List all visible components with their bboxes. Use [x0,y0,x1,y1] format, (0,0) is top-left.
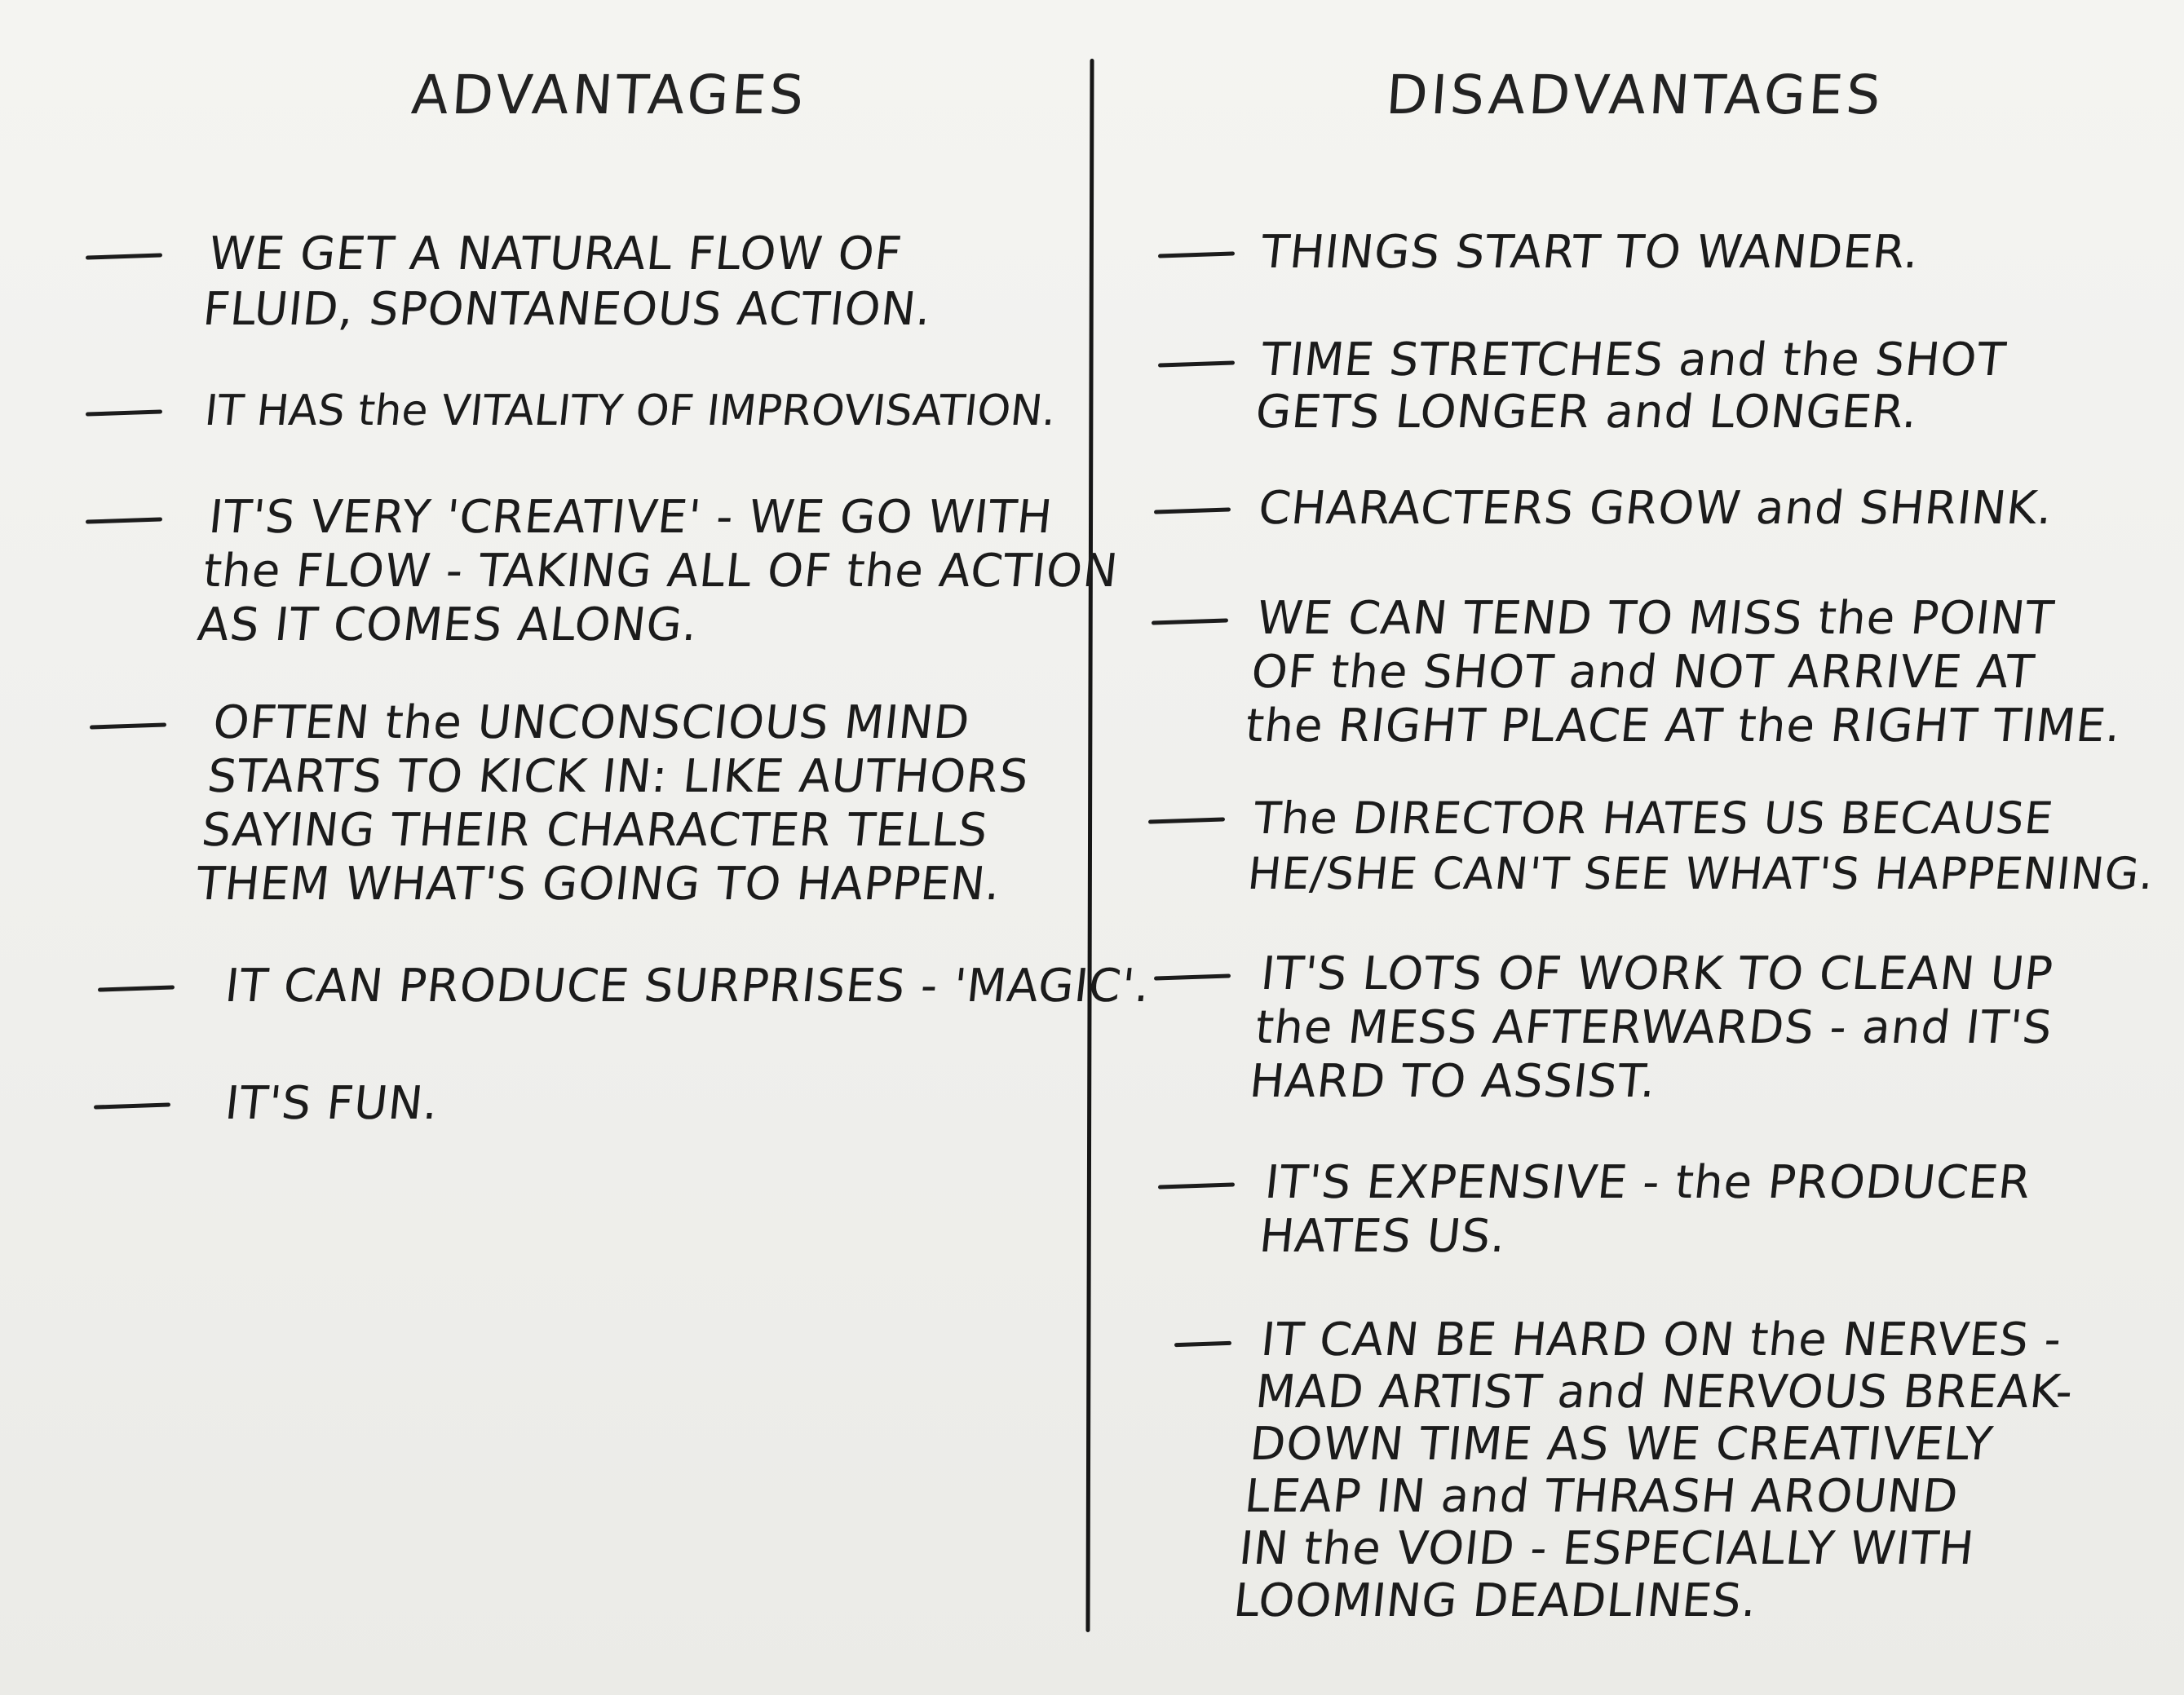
advantage-text: WE GET A NATURAL FLOW OF FLUID, SPONTANEOUS ACTION. [200,227,935,336]
advantage-text: IT CAN PRODUCE SURPRISES - 'MAGIC'. [223,960,1153,1013]
dash-mark [1152,618,1228,625]
dash-mark [1174,1341,1231,1347]
center-divider-line [1085,59,1094,1632]
dash-mark [1158,251,1235,258]
disadvantages-heading: DISADVANTAGES [1384,64,1886,126]
dash-mark [86,253,162,259]
disadvantage-text: CHARACTERS GROW and SHRINK. [1256,482,2056,535]
dash-mark [86,409,162,416]
dash-mark [1154,973,1231,980]
advantage-text: OFTEN the UNCONSCIOUS MIND STARTS TO KICK IN: LIKE AUTHORS SAYING THEIR CHARACTER TELLS THEM WHAT'S GOING TO HAPPEN. [193,696,1032,911]
dash-mark [90,722,166,729]
disadvantage-text: IT'S LOTS OF WORK TO CLEAN UP the MESS AFTERWARDS - and IT'S HARD TO ASSIST. [1247,947,2056,1108]
disadvantage-text: WE CAN TEND TO MISS the POINT OF the SHOT and NOT ARRIVE AT the RIGHT PLACE AT the RIGHT TIME. [1243,592,2124,753]
advantage-text: IT HAS the VITALITY OF IMPROVISATION. [202,386,1059,435]
disadvantage-text: IT CAN BE HARD ON the NERVES - MAD ARTIST and NERVOUS BREAK- DOWN TIME AS WE CREATIVELY LEAP IN and THRASH AROUND IN the VOID - ESPECIALLY WITH LOOMING DEADLINES. [1231,1313,2076,1627]
dash-mark [1158,360,1235,367]
advantage-text: IT'S FUN. [223,1077,442,1130]
disadvantage-text: IT'S EXPENSIVE - the PRODUCER HATES US. [1257,1156,2034,1263]
dash-mark [1148,817,1225,823]
dash-mark [98,985,175,991]
advantages-heading: ADVANTAGES [409,64,809,126]
dash-mark [1154,507,1231,514]
dash-mark [94,1102,170,1109]
dash-mark [86,517,162,523]
advantage-text: IT'S VERY 'CREATIVE' - WE GO WITH the FLOW - TAKING ALL OF the ACTION AS IT COMES ALONG. [195,491,1121,651]
disadvantage-text: TIME STRETCHES and the SHOT GETS LONGER and LONGER. [1253,333,2009,439]
dash-mark [1158,1182,1235,1189]
disadvantage-text: The DIRECTOR HATES US BECAUSE HE/SHE CAN'T SEE WHAT'S HAPPENING. [1245,792,2157,899]
disadvantage-text: THINGS START TO WANDER. [1258,226,1922,279]
